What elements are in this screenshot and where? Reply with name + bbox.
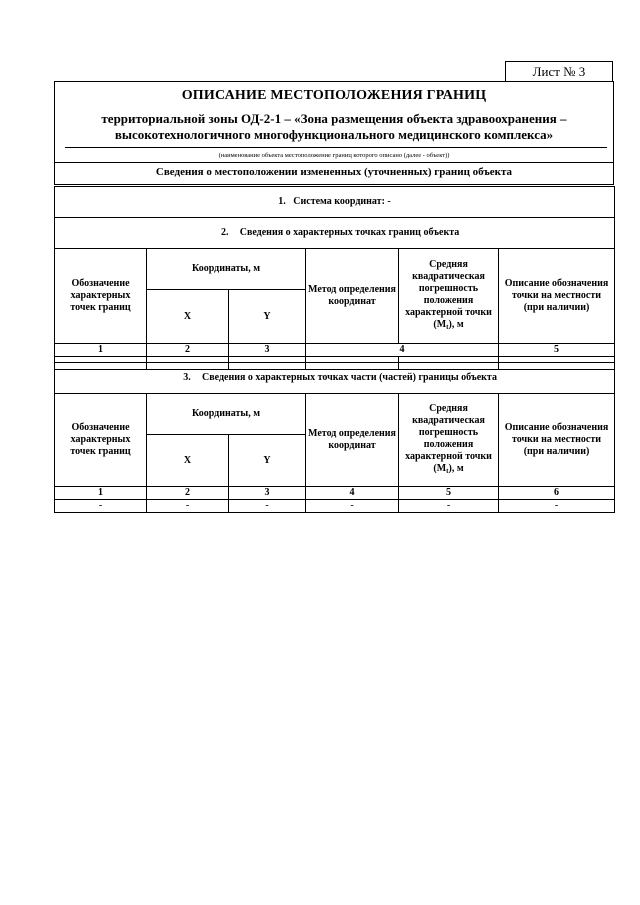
table-cell: -: [147, 500, 229, 513]
coords-column-header: Координаты, м: [147, 249, 306, 290]
col-number: 5: [399, 487, 499, 500]
coordinate-system-cell: [55, 187, 615, 218]
description-column-header: Описание обозначения точки на местности (при наличии): [499, 394, 615, 487]
table-cell: -: [306, 357, 399, 370]
table-header-row: [55, 394, 615, 435]
document-title: ОПИСАНИЕ МЕСТОПОЛОЖЕНИЯ ГРАНИЦ: [181, 88, 487, 103]
table-cell: -: [147, 357, 229, 370]
table-cell: -: [399, 357, 499, 370]
table-header-row: [55, 249, 615, 290]
col-number: 4: [306, 344, 499, 357]
part-boundary-points-table: [54, 362, 615, 513]
section3-label: Сведения о характерных точках части (частей) границы объекта: [202, 372, 497, 383]
col-number: 2: [147, 487, 229, 500]
error-column-header: Средняя квадратическая погрешность положения характерной точки $(M_t)$, м: [399, 394, 499, 487]
x-column-header: X: [147, 290, 229, 344]
y-column-header: Y: [229, 290, 306, 344]
table-cell: -: [399, 500, 499, 513]
underline-rule: [65, 147, 607, 148]
points-column-header: Обозначение характерных точек границ: [55, 249, 147, 344]
table-cell: -: [306, 500, 399, 513]
section1-number: 1.: [278, 196, 286, 207]
table-cell: -: [499, 357, 615, 370]
col-number: 2: [147, 344, 229, 357]
boundary-points-table: [54, 186, 615, 370]
x-column-header: X: [147, 435, 229, 487]
sheet-number-label: Лист № 3: [532, 63, 586, 79]
table-cell: -: [229, 500, 306, 513]
y-column-header: Y: [229, 435, 306, 487]
section-heading: Сведения о местоположении измененных (уточненных) границ объекта: [155, 166, 513, 178]
table-row: [55, 500, 615, 513]
sheet-number: [505, 61, 613, 81]
section2-label: Сведения о характерных точках границ объекта: [239, 227, 460, 238]
points-column-header: Обозначение характерных точек границ: [55, 394, 147, 487]
col-number: 1: [55, 344, 147, 357]
table-cell: -: [55, 357, 147, 370]
coords-column-header: Координаты, м: [147, 394, 306, 435]
section2-number: 2.: [221, 227, 229, 238]
col-number: 5: [499, 344, 615, 357]
method-column-header: Метод определения координат: [306, 249, 399, 344]
table-cell: -: [499, 500, 615, 513]
col-number: 4: [306, 487, 399, 500]
col-number: 3: [229, 487, 306, 500]
table-cell: -: [55, 500, 147, 513]
section2-heading-row: [55, 218, 615, 249]
error-column-header: Средняя квадратическая погрешность положения характерной точки $(M_t)$, м: [399, 249, 499, 344]
section2-heading-cell: [55, 218, 615, 249]
description-column-header: Описание обозначения точки на местности (при наличии): [499, 249, 615, 344]
col-number: 6: [499, 487, 615, 500]
column-number-row: [55, 344, 615, 357]
col-number: 1: [55, 487, 147, 500]
table-cell: -: [229, 357, 306, 370]
object-caption: (наименование объекта местоположение границ которого описано (далее - объект)): [218, 152, 450, 159]
section3-heading-cell: [55, 363, 615, 394]
section1-label: Система координат: -: [293, 196, 391, 207]
section3-heading-row: [55, 363, 615, 394]
document-subtitle: территориальной зоны ОД-2-1 – «Зона размещения объекта здравоохранения – высокотехнологичного многофункционального медицинского комплекса»: [101, 111, 567, 142]
section-divider: [55, 162, 613, 163]
column-number-row: [55, 487, 615, 500]
method-column-header: Метод определения координат: [306, 394, 399, 487]
coordinate-system-row: [55, 187, 615, 218]
document-header: [54, 81, 614, 185]
col-number: 3: [229, 344, 306, 357]
section3-number: 3.: [183, 372, 191, 383]
